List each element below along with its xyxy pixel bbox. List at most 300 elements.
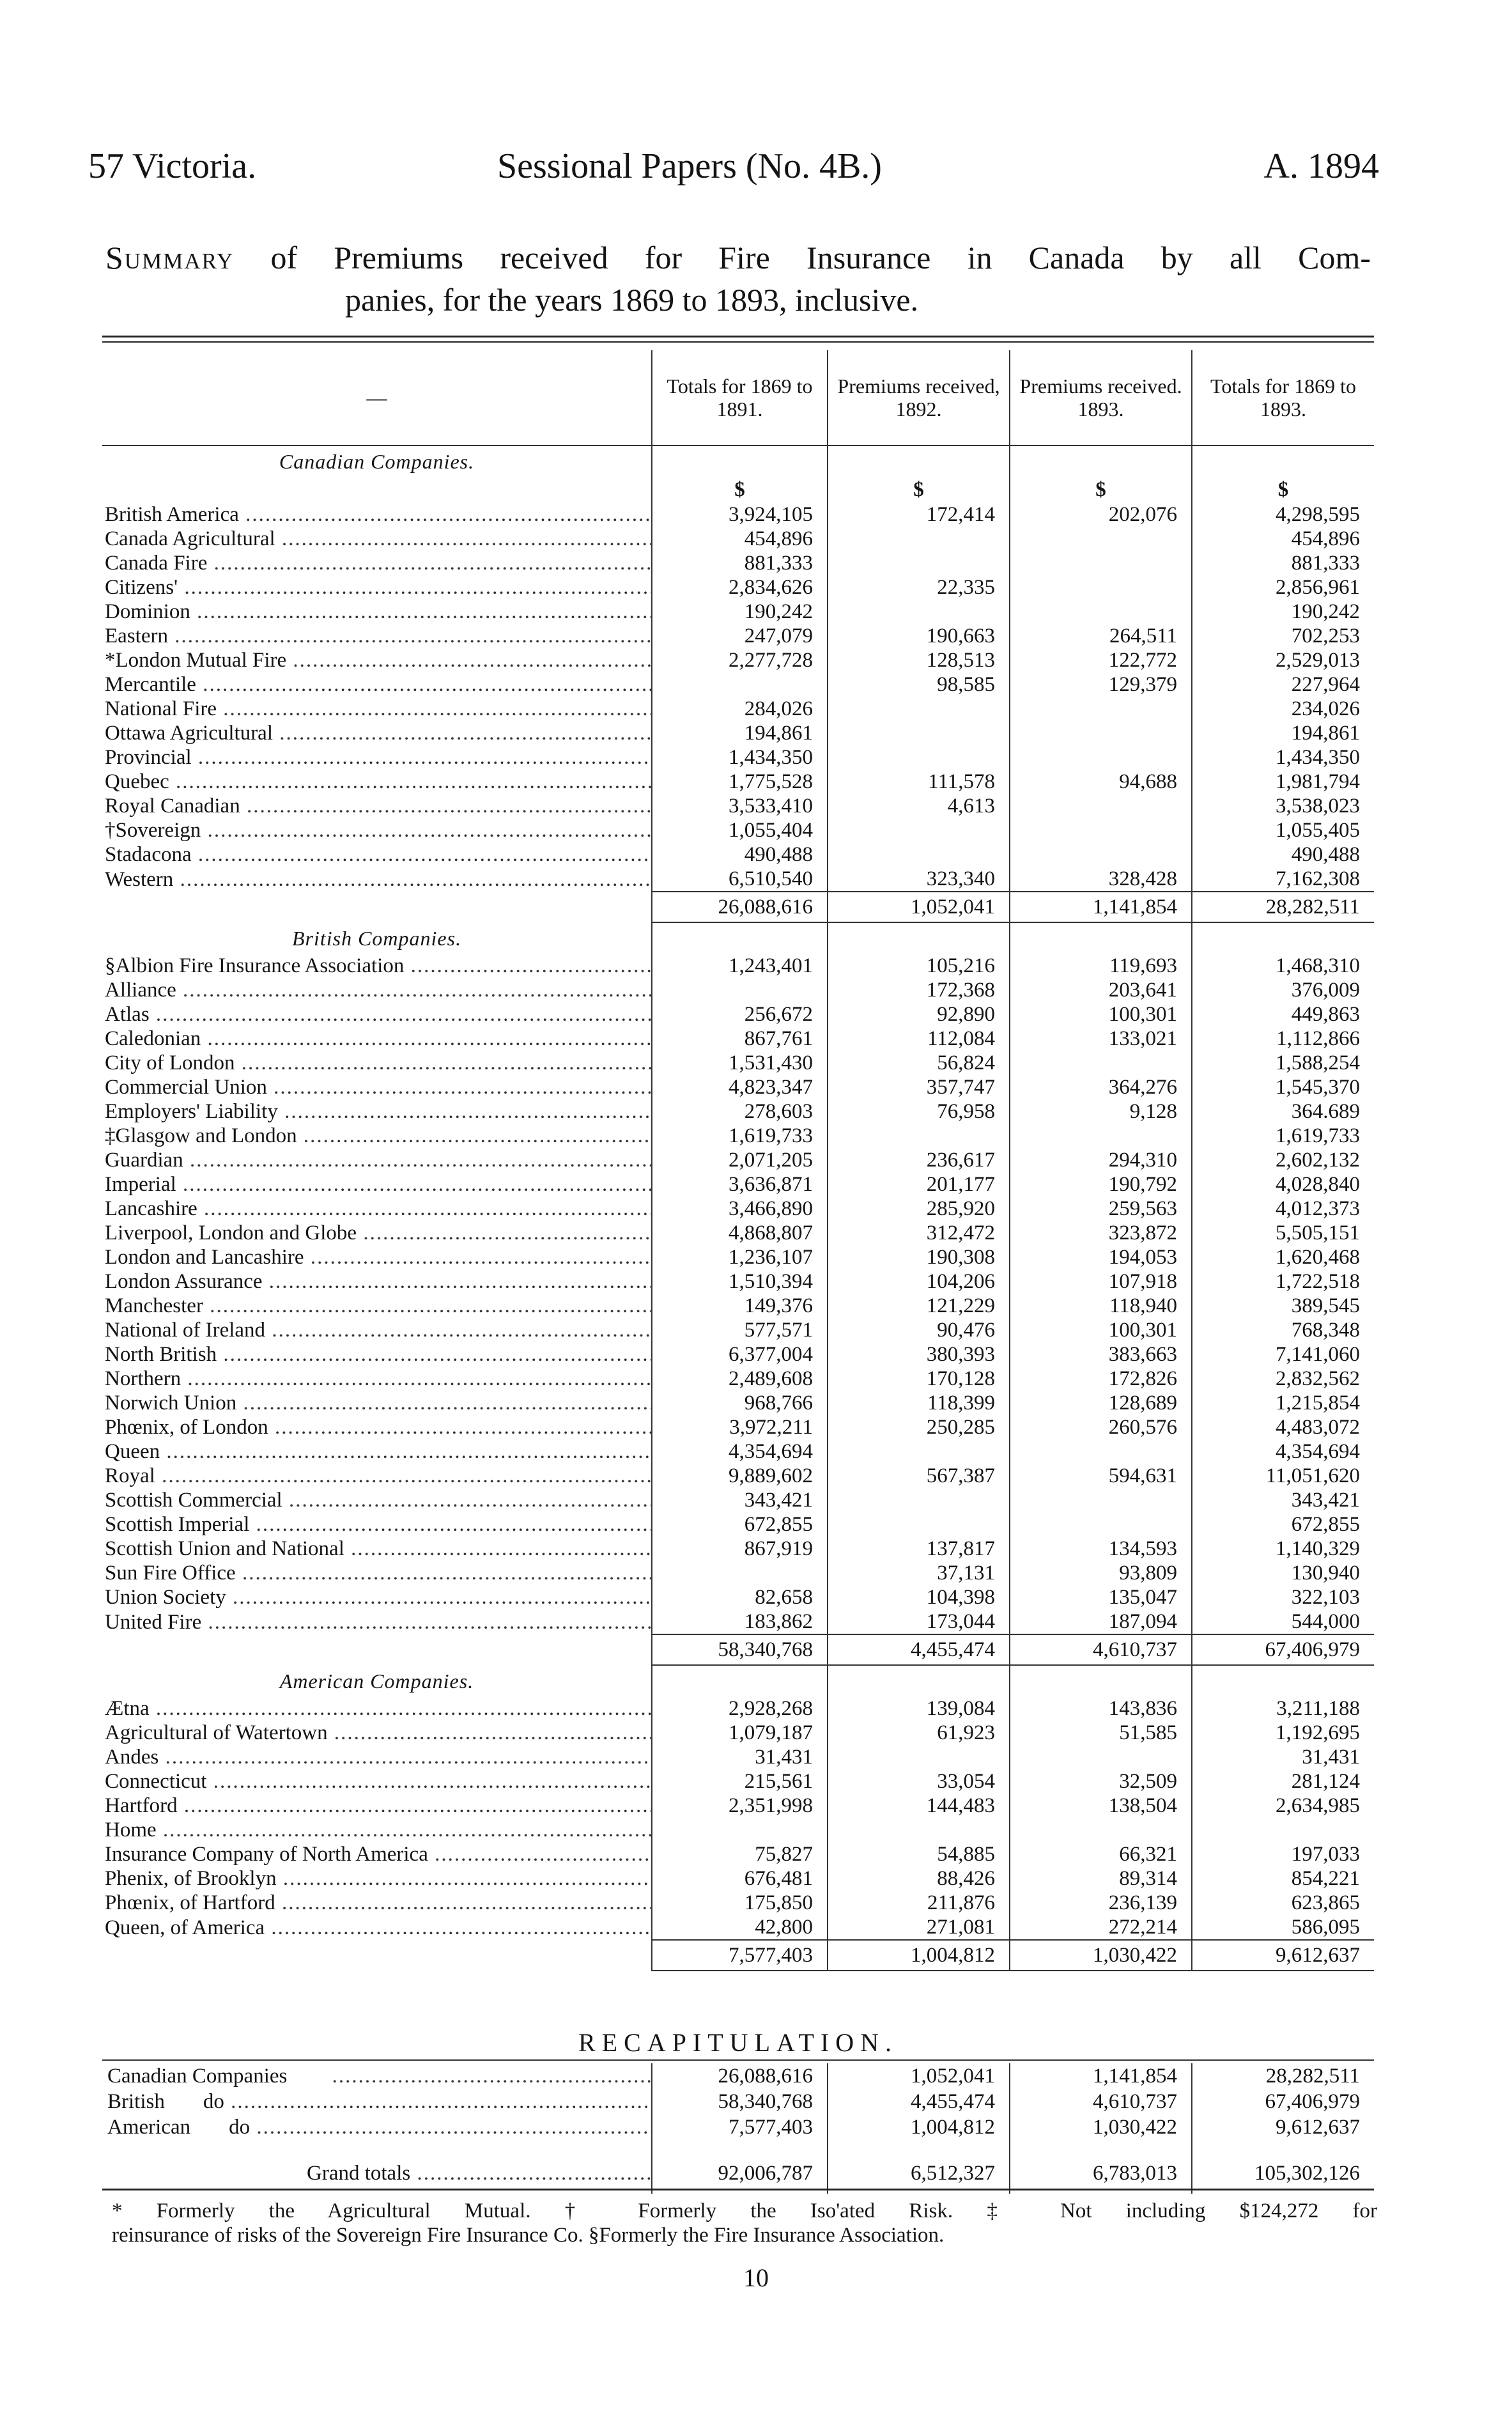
value-cell: 100,301 bbox=[1010, 1002, 1192, 1027]
table-row bbox=[102, 1197, 1374, 1221]
value-cell: 383,663 bbox=[1010, 1342, 1192, 1367]
value-cell: 2,489,608 bbox=[652, 1367, 828, 1391]
company-name: Union Society ..... bbox=[102, 1585, 652, 1609]
recap-ditto: do bbox=[229, 2116, 251, 2139]
section-heading-blank bbox=[1010, 922, 1192, 954]
value-cell: 236,617 bbox=[828, 1148, 1010, 1172]
value-cell: 22,335 bbox=[828, 575, 1010, 600]
value-cell: 111,578 bbox=[828, 770, 1010, 794]
value-cell: 93,809 bbox=[1010, 1561, 1192, 1585]
header-left: 57 Victoria. bbox=[88, 146, 257, 186]
recap-row bbox=[102, 2089, 1374, 2114]
value-cell bbox=[1010, 1488, 1192, 1512]
value-cell: 1,215,854 bbox=[1192, 1391, 1374, 1415]
unit-label: $ bbox=[1010, 477, 1192, 502]
company-name: London Assurance ..... bbox=[102, 1269, 652, 1294]
company-name: Manchester ..... bbox=[102, 1294, 652, 1318]
recap-group-name: British bbox=[107, 2090, 165, 2113]
section-total-value: 4,610,737 bbox=[1010, 1634, 1192, 1665]
value-cell: 3,972,211 bbox=[652, 1415, 828, 1439]
value-cell: 82,658 bbox=[652, 1585, 828, 1609]
value-cell: 100,301 bbox=[1010, 1318, 1192, 1342]
rule-top bbox=[102, 336, 1374, 337]
value-cell: 149,376 bbox=[652, 1294, 828, 1318]
value-cell: 92,890 bbox=[828, 1002, 1010, 1027]
recap-company-group bbox=[102, 2114, 652, 2140]
company-name: Citizens' ..... bbox=[102, 575, 652, 600]
value-cell: 4,483,072 bbox=[1192, 1415, 1374, 1439]
value-cell: 202,076 bbox=[1010, 502, 1192, 527]
value-cell: 867,919 bbox=[652, 1537, 828, 1561]
value-cell: 4,012,373 bbox=[1192, 1197, 1374, 1221]
table-row bbox=[102, 1915, 1374, 1940]
table-row bbox=[102, 1391, 1374, 1415]
grand-total-value: 105,302,126 bbox=[1192, 2140, 1374, 2194]
section-total-value: 1,004,812 bbox=[828, 1940, 1010, 1971]
table-row bbox=[102, 648, 1374, 672]
company-name: Eastern ..... bbox=[102, 624, 652, 648]
section-heading-blank bbox=[828, 1665, 1010, 1696]
value-cell: 183,862 bbox=[652, 1609, 828, 1634]
company-name: National Fire ..... bbox=[102, 697, 652, 721]
company-name: Queen, of America ..... bbox=[102, 1915, 652, 1940]
value-cell: 173,044 bbox=[828, 1609, 1010, 1634]
value-cell: 1,243,401 bbox=[652, 954, 828, 978]
value-cell: 31,431 bbox=[1192, 1745, 1374, 1769]
value-cell: 190,663 bbox=[828, 624, 1010, 648]
company-name: Royal ..... bbox=[102, 1464, 652, 1488]
table-row bbox=[102, 1172, 1374, 1197]
value-cell: 544,000 bbox=[1192, 1609, 1374, 1634]
company-name: Ætna ..... bbox=[102, 1696, 652, 1721]
company-name: Canada Fire ..... bbox=[102, 551, 652, 575]
value-cell: 1,722,518 bbox=[1192, 1269, 1374, 1294]
value-cell: 1,468,310 bbox=[1192, 954, 1374, 978]
value-cell: 119,693 bbox=[1010, 954, 1192, 978]
value-cell: 4,868,807 bbox=[652, 1221, 828, 1245]
value-cell: 1,510,394 bbox=[652, 1269, 828, 1294]
value-cell: 194,861 bbox=[1192, 721, 1374, 745]
value-cell: 129,379 bbox=[1010, 672, 1192, 697]
table-row bbox=[102, 575, 1374, 600]
value-cell: 247,079 bbox=[652, 624, 828, 648]
value-cell bbox=[1010, 1124, 1192, 1148]
recap-value: 1,030,422 bbox=[1010, 2114, 1192, 2140]
table-row bbox=[102, 721, 1374, 745]
value-cell bbox=[1010, 1818, 1192, 1842]
section-total-blank bbox=[102, 1634, 652, 1665]
value-cell: 454,896 bbox=[652, 527, 828, 551]
value-cell: 278,603 bbox=[652, 1099, 828, 1124]
value-cell: 236,139 bbox=[1010, 1891, 1192, 1915]
company-name: Hartford ..... bbox=[102, 1794, 652, 1818]
section-total-value: 7,577,403 bbox=[652, 1940, 828, 1971]
table-row bbox=[102, 1269, 1374, 1294]
value-cell: 272,214 bbox=[1010, 1915, 1192, 1940]
section-heading-blank bbox=[1010, 446, 1192, 477]
column-header-premiums-1892: Premiums received, 1892. bbox=[828, 350, 1010, 446]
value-cell: 4,613 bbox=[828, 794, 1010, 818]
company-name: Sun Fire Office ..... bbox=[102, 1561, 652, 1585]
table-row bbox=[102, 1464, 1374, 1488]
value-cell: 4,354,694 bbox=[652, 1439, 828, 1464]
table-row bbox=[102, 745, 1374, 770]
company-name: United Fire ..... bbox=[102, 1609, 652, 1634]
value-cell: 1,079,187 bbox=[652, 1721, 828, 1745]
column-header-row bbox=[102, 350, 1374, 446]
table-row bbox=[102, 818, 1374, 842]
section-heading-blank bbox=[1192, 922, 1374, 954]
unit-row bbox=[102, 477, 1374, 502]
company-name: Western ..... bbox=[102, 867, 652, 892]
recap-company-group bbox=[102, 2063, 652, 2089]
value-cell: 594,631 bbox=[1010, 1464, 1192, 1488]
table-row bbox=[102, 1245, 1374, 1269]
value-cell: 1,192,695 bbox=[1192, 1721, 1374, 1745]
table-row bbox=[102, 1769, 1374, 1794]
value-cell bbox=[828, 1818, 1010, 1842]
value-cell: 284,026 bbox=[652, 697, 828, 721]
value-cell: 577,571 bbox=[652, 1318, 828, 1342]
table-row bbox=[102, 1439, 1374, 1464]
section-total-value: 9,612,637 bbox=[1192, 1940, 1374, 1971]
value-cell: 1,112,866 bbox=[1192, 1027, 1374, 1051]
value-cell: 449,863 bbox=[1192, 1002, 1374, 1027]
company-name: §Albion Fire Insurance Association ..... bbox=[102, 954, 652, 978]
table-row bbox=[102, 1842, 1374, 1866]
table-row bbox=[102, 978, 1374, 1002]
value-cell bbox=[828, 551, 1010, 575]
company-name: Scottish Union and National ..... bbox=[102, 1537, 652, 1561]
value-cell: 6,510,540 bbox=[652, 867, 828, 892]
section-total-value: 1,141,854 bbox=[1010, 892, 1192, 922]
table-row bbox=[102, 1512, 1374, 1537]
value-cell: 271,081 bbox=[828, 1915, 1010, 1940]
company-name: Alliance ..... bbox=[102, 978, 652, 1002]
value-cell bbox=[1010, 1512, 1192, 1537]
value-cell: 197,033 bbox=[1192, 1842, 1374, 1866]
value-cell: 364,276 bbox=[1010, 1075, 1192, 1099]
value-cell: 2,071,205 bbox=[652, 1148, 828, 1172]
value-cell: 2,634,985 bbox=[1192, 1794, 1374, 1818]
recap-value: 7,577,403 bbox=[652, 2114, 828, 2140]
recap-value: 1,052,041 bbox=[828, 2063, 1010, 2089]
table-row bbox=[102, 672, 1374, 697]
value-cell: 90,476 bbox=[828, 1318, 1010, 1342]
section-title: Canadian Companies. bbox=[279, 450, 475, 473]
table-row bbox=[102, 1367, 1374, 1391]
company-name: Canada Agricultural ..... bbox=[102, 527, 652, 551]
table-row bbox=[102, 1696, 1374, 1721]
value-cell: 172,414 bbox=[828, 502, 1010, 527]
grand-total-value: 92,006,787 bbox=[652, 2140, 828, 2194]
recap-company-group bbox=[102, 2089, 652, 2114]
header-center: Sessional Papers (No. 4B.) bbox=[497, 146, 882, 186]
value-cell: 118,399 bbox=[828, 1391, 1010, 1415]
value-cell bbox=[1192, 1818, 1374, 1842]
value-cell: 215,561 bbox=[652, 1769, 828, 1794]
value-cell: 37,131 bbox=[828, 1561, 1010, 1585]
value-cell bbox=[828, 527, 1010, 551]
value-cell bbox=[1010, 1051, 1192, 1075]
table-row bbox=[102, 1342, 1374, 1367]
table-row bbox=[102, 1891, 1374, 1915]
section-heading-blank bbox=[652, 446, 828, 477]
value-cell: 201,177 bbox=[828, 1172, 1010, 1197]
recap-group-name: Canadian Companies bbox=[107, 2065, 288, 2088]
recap-row bbox=[102, 2063, 1374, 2089]
value-cell: 3,924,105 bbox=[652, 502, 828, 527]
value-cell: 105,216 bbox=[828, 954, 1010, 978]
table-row bbox=[102, 1318, 1374, 1342]
value-cell: 322,103 bbox=[1192, 1585, 1374, 1609]
value-cell: 175,850 bbox=[652, 1891, 828, 1915]
recap-value: 1,004,812 bbox=[828, 2114, 1010, 2140]
value-cell: 702,253 bbox=[1192, 624, 1374, 648]
grand-total-row bbox=[102, 2140, 1374, 2194]
value-cell: 194,053 bbox=[1010, 1245, 1192, 1269]
table-row bbox=[102, 1294, 1374, 1318]
company-name: ‡Glasgow and London ..... bbox=[102, 1124, 652, 1148]
section-heading-blank bbox=[828, 446, 1010, 477]
recap-value: 4,455,474 bbox=[828, 2089, 1010, 2114]
value-cell: 11,051,620 bbox=[1192, 1464, 1374, 1488]
company-name: Phœnix, of Hartford ..... bbox=[102, 1891, 652, 1915]
table-row bbox=[102, 867, 1374, 892]
unit-label: $ bbox=[1192, 477, 1374, 502]
value-cell: 328,428 bbox=[1010, 867, 1192, 892]
value-cell bbox=[1010, 721, 1192, 745]
value-cell: 133,021 bbox=[1010, 1027, 1192, 1051]
section-total-value: 58,340,768 bbox=[652, 1634, 828, 1665]
section-heading-row bbox=[102, 446, 1374, 477]
value-cell: 389,545 bbox=[1192, 1294, 1374, 1318]
company-name: Phenix, of Brooklyn ..... bbox=[102, 1866, 652, 1891]
value-cell: 66,321 bbox=[1010, 1842, 1192, 1866]
grand-total-value: 6,512,327 bbox=[828, 2140, 1010, 2194]
section-heading-blank bbox=[652, 922, 828, 954]
company-name: Stadacona ..... bbox=[102, 842, 652, 867]
value-cell bbox=[828, 818, 1010, 842]
value-cell: 672,855 bbox=[1192, 1512, 1374, 1537]
table-row bbox=[102, 527, 1374, 551]
section-total-value: 1,030,422 bbox=[1010, 1940, 1192, 1971]
table-row bbox=[102, 1148, 1374, 1172]
section-title: American Companies. bbox=[279, 1669, 474, 1693]
company-name: Guardian ..... bbox=[102, 1148, 652, 1172]
value-cell bbox=[828, 600, 1010, 624]
value-cell: 122,772 bbox=[1010, 648, 1192, 672]
section-total-row bbox=[102, 1634, 1374, 1665]
value-cell: 2,602,132 bbox=[1192, 1148, 1374, 1172]
company-name: Phœnix, of London ..... bbox=[102, 1415, 652, 1439]
company-name: Imperial ..... bbox=[102, 1172, 652, 1197]
unit-label: $ bbox=[828, 477, 1010, 502]
section-heading-row bbox=[102, 1665, 1374, 1696]
value-cell: 454,896 bbox=[1192, 527, 1374, 551]
company-name: London and Lancashire ..... bbox=[102, 1245, 652, 1269]
table-row bbox=[102, 1561, 1374, 1585]
value-cell: 672,855 bbox=[652, 1512, 828, 1537]
value-cell: 490,488 bbox=[1192, 842, 1374, 867]
value-cell: 3,636,871 bbox=[652, 1172, 828, 1197]
table-row bbox=[102, 697, 1374, 721]
value-cell: 1,620,468 bbox=[1192, 1245, 1374, 1269]
title-lead: Summary bbox=[105, 240, 235, 275]
value-cell bbox=[828, 745, 1010, 770]
value-cell: 364.689 bbox=[1192, 1099, 1374, 1124]
value-cell: 135,047 bbox=[1010, 1585, 1192, 1609]
value-cell bbox=[652, 1818, 828, 1842]
recapitulation-heading: RECAPITULATION. bbox=[578, 2028, 898, 2057]
table-row bbox=[102, 794, 1374, 818]
company-name: Royal Canadian ..... bbox=[102, 794, 652, 818]
company-name: Mercantile ..... bbox=[102, 672, 652, 697]
value-cell: 281,124 bbox=[1192, 1769, 1374, 1794]
premiums-table bbox=[102, 350, 1374, 1971]
value-cell bbox=[1010, 1439, 1192, 1464]
value-cell: 1,434,350 bbox=[652, 745, 828, 770]
value-cell: 1,981,794 bbox=[1192, 770, 1374, 794]
value-cell: 1,619,733 bbox=[1192, 1124, 1374, 1148]
table-row bbox=[102, 1866, 1374, 1891]
value-cell: 1,619,733 bbox=[652, 1124, 828, 1148]
company-name: *London Mutual Fire ..... bbox=[102, 648, 652, 672]
section-total-row bbox=[102, 892, 1374, 922]
value-cell: 190,308 bbox=[828, 1245, 1010, 1269]
column-header-premiums-1893: Premiums received. 1893. bbox=[1010, 350, 1192, 446]
company-name: Lancashire ..... bbox=[102, 1197, 652, 1221]
value-cell: 264,511 bbox=[1010, 624, 1192, 648]
value-cell: 4,298,595 bbox=[1192, 502, 1374, 527]
recap-value: 28,282,511 bbox=[1192, 2063, 1374, 2089]
table-row bbox=[102, 551, 1374, 575]
value-cell: 2,856,961 bbox=[1192, 575, 1374, 600]
company-name: Andes ..... bbox=[102, 1745, 652, 1769]
value-cell: 5,505,151 bbox=[1192, 1221, 1374, 1245]
section-heading-blank bbox=[1192, 1665, 1374, 1696]
value-cell: 7,162,308 bbox=[1192, 867, 1374, 892]
recap-group-name: American bbox=[107, 2116, 191, 2139]
value-cell: 203,641 bbox=[1010, 978, 1192, 1002]
value-cell: 380,393 bbox=[828, 1342, 1010, 1367]
value-cell: 1,545,370 bbox=[1192, 1075, 1374, 1099]
value-cell: 128,513 bbox=[828, 648, 1010, 672]
value-cell: 98,585 bbox=[828, 672, 1010, 697]
recap-row bbox=[102, 2114, 1374, 2140]
column-header-totals-1893: Totals for 1869 to 1893. bbox=[1192, 350, 1374, 446]
company-name: British America ..... bbox=[102, 502, 652, 527]
section-heading-blank bbox=[1192, 446, 1374, 477]
value-cell: 285,920 bbox=[828, 1197, 1010, 1221]
value-cell: 9,128 bbox=[1010, 1099, 1192, 1124]
section-total-value: 4,455,474 bbox=[828, 1634, 1010, 1665]
section-total-row bbox=[102, 1940, 1374, 1971]
recap-value: 58,340,768 bbox=[652, 2089, 828, 2114]
recap-rule-top bbox=[102, 2059, 1374, 2061]
section-total-value: 26,088,616 bbox=[652, 892, 828, 922]
value-cell bbox=[1010, 818, 1192, 842]
table-row bbox=[102, 1051, 1374, 1075]
value-cell: 1,588,254 bbox=[1192, 1051, 1374, 1075]
value-cell: 1,055,405 bbox=[1192, 818, 1374, 842]
value-cell: 104,398 bbox=[828, 1585, 1010, 1609]
value-cell: 9,889,602 bbox=[652, 1464, 828, 1488]
table-row bbox=[102, 1721, 1374, 1745]
premiums-table-body bbox=[102, 350, 1374, 1971]
value-cell: 144,483 bbox=[828, 1794, 1010, 1818]
recap-value: 9,612,637 bbox=[1192, 2114, 1374, 2140]
value-cell: 854,221 bbox=[1192, 1866, 1374, 1891]
company-name: Connecticut ..... bbox=[102, 1769, 652, 1794]
value-cell: 75,827 bbox=[652, 1842, 828, 1866]
value-cell bbox=[828, 1124, 1010, 1148]
section-title: British Companies. bbox=[291, 926, 462, 950]
value-cell: 130,940 bbox=[1192, 1561, 1374, 1585]
value-cell bbox=[828, 1745, 1010, 1769]
value-cell: 323,872 bbox=[1010, 1221, 1192, 1245]
value-cell: 768,348 bbox=[1192, 1318, 1374, 1342]
recapitulation-body bbox=[102, 2063, 1374, 2194]
company-name: Insurance Company of North America ..... bbox=[102, 1842, 652, 1866]
company-name: City of London ..... bbox=[102, 1051, 652, 1075]
value-cell: 234,026 bbox=[1192, 697, 1374, 721]
rule-top-thin bbox=[102, 341, 1374, 343]
value-cell bbox=[828, 842, 1010, 867]
value-cell: 54,885 bbox=[828, 1842, 1010, 1866]
value-cell: 3,538,023 bbox=[1192, 794, 1374, 818]
value-cell: 172,368 bbox=[828, 978, 1010, 1002]
table-row bbox=[102, 1537, 1374, 1561]
table-row bbox=[102, 1585, 1374, 1609]
section-total-value: 67,406,979 bbox=[1192, 1634, 1374, 1665]
value-cell: 376,009 bbox=[1192, 978, 1374, 1002]
value-cell: 867,761 bbox=[652, 1027, 828, 1051]
value-cell: 490,488 bbox=[652, 842, 828, 867]
recapitulation-table bbox=[102, 2063, 1374, 2194]
value-cell: 187,094 bbox=[1010, 1609, 1192, 1634]
value-cell: 227,964 bbox=[1192, 672, 1374, 697]
value-cell: 4,823,347 bbox=[652, 1075, 828, 1099]
table-row bbox=[102, 1027, 1374, 1051]
value-cell: 250,285 bbox=[828, 1415, 1010, 1439]
value-cell: 107,918 bbox=[1010, 1269, 1192, 1294]
value-cell: 1,775,528 bbox=[652, 770, 828, 794]
value-cell: 31,431 bbox=[652, 1745, 828, 1769]
column-header-blank: — bbox=[102, 350, 652, 446]
table-row bbox=[102, 842, 1374, 867]
value-cell: 134,593 bbox=[1010, 1537, 1192, 1561]
value-cell: 881,333 bbox=[652, 551, 828, 575]
value-cell bbox=[1010, 527, 1192, 551]
company-name: North British ..... bbox=[102, 1342, 652, 1367]
value-cell bbox=[828, 1439, 1010, 1464]
recap-rule-bottom bbox=[102, 2189, 1374, 2190]
header-right: A. 1894 bbox=[1263, 146, 1379, 186]
value-cell: 2,277,728 bbox=[652, 648, 828, 672]
value-cell: 104,206 bbox=[828, 1269, 1010, 1294]
unit-row-blank bbox=[102, 477, 652, 502]
page-number: 10 bbox=[743, 2263, 769, 2292]
value-cell bbox=[1010, 600, 1192, 624]
value-cell bbox=[828, 1488, 1010, 1512]
company-name: Commercial Union ..... bbox=[102, 1075, 652, 1099]
recap-value: 1,141,854 bbox=[1010, 2063, 1192, 2089]
value-cell: 190,792 bbox=[1010, 1172, 1192, 1197]
value-cell: 6,377,004 bbox=[652, 1342, 828, 1367]
value-cell: 294,310 bbox=[1010, 1148, 1192, 1172]
value-cell: 343,421 bbox=[652, 1488, 828, 1512]
